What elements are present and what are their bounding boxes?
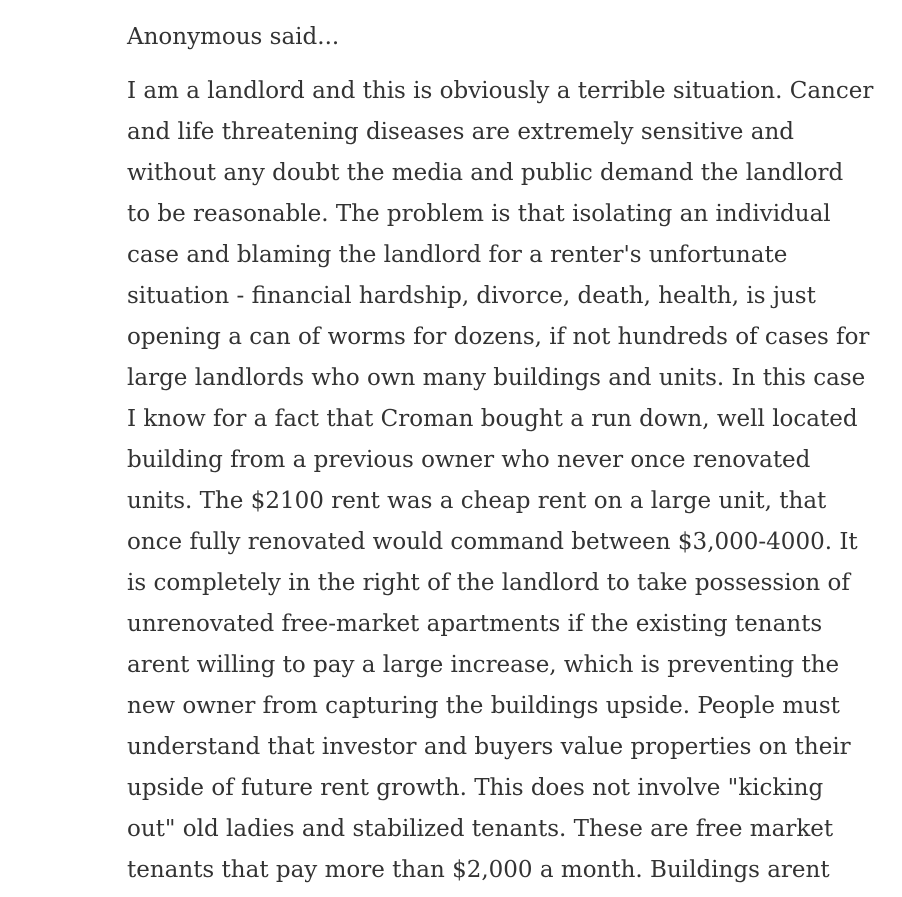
comment-line: I am a landlord and this is obviously a terrible situation. Cancer bbox=[127, 78, 874, 104]
comment-line: large landlords who own many buildings and units. In this case bbox=[127, 365, 866, 391]
comment-line: understand that investor and buyers value properties on their bbox=[127, 734, 851, 760]
comment-line: upside of future rent growth. This does not involve "kicking bbox=[127, 775, 824, 801]
comment-line: opening a can of worms for dozens, if not hundreds of cases for bbox=[127, 324, 870, 350]
comment-line: arent willing to pay a large increase, which is preventing the bbox=[127, 652, 840, 678]
comment-line: without any doubt the media and public demand the landlord bbox=[127, 160, 844, 186]
comment-line: tenants that pay more than $2,000 a month. Buildings arent bbox=[127, 857, 830, 883]
comment-line: building from a previous owner who never once renovated bbox=[127, 447, 811, 473]
comment-line: unrenovated free-market apartments if the existing tenants bbox=[127, 611, 823, 637]
comment-line: I know for a fact that Croman bought a run down, well located bbox=[127, 406, 858, 432]
comment-line: case and blaming the landlord for a renter's unfortunate bbox=[127, 242, 788, 268]
comment-line: new owner from capturing the buildings upside. People must bbox=[127, 693, 840, 719]
comment-line: situation - financial hardship, divorce, death, health, is just bbox=[127, 283, 816, 309]
comment-line: once fully renovated would command between $3,000-4000. It bbox=[127, 529, 858, 555]
comment-line: units. The $2100 rent was a cheap rent on a large unit, that bbox=[127, 488, 827, 514]
comment-line: out" old ladies and stabilized tenants. These are free market bbox=[127, 816, 834, 842]
comment-line: is completely in the right of the landlord to take possession of bbox=[127, 570, 850, 596]
comment-line: and life threatening diseases are extremely sensitive and bbox=[127, 119, 794, 145]
comment-body bbox=[127, 71, 877, 891]
comment-author-line: Anonymous said... bbox=[127, 24, 340, 50]
comment-line: to be reasonable. The problem is that isolating an individual bbox=[127, 201, 831, 227]
